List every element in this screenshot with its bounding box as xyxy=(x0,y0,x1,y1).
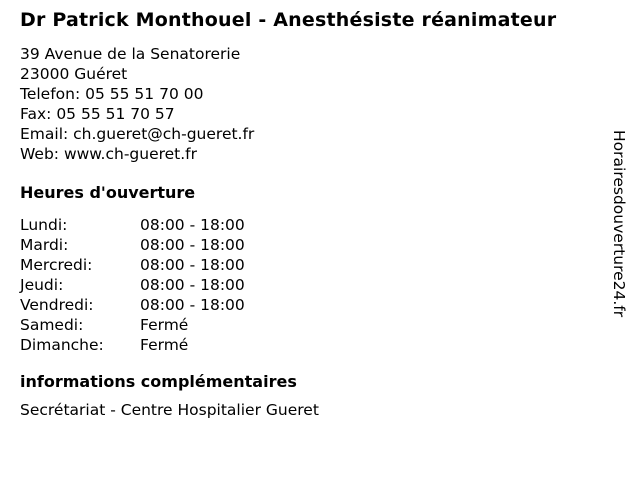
email-line: Email: ch.gueret@ch-gueret.fr xyxy=(20,125,255,143)
phone-line: Telefon: 05 55 51 70 00 xyxy=(20,85,204,103)
contact-block xyxy=(20,44,254,164)
page-title: Dr Patrick Monthouel - Anesthésiste réanimateur xyxy=(20,9,557,31)
website-line: Web: www.ch-gueret.fr xyxy=(20,145,198,163)
site-watermark-vertical: Horairesdouverture24.fr xyxy=(610,130,628,318)
additional-info-heading: informations complémentaires xyxy=(20,372,297,391)
day-label: Mercredi: xyxy=(20,256,93,274)
address-line-street: 39 Avenue de la Senatorerie xyxy=(20,45,241,63)
time-value: Fermé xyxy=(140,336,189,354)
opening-hours-heading: Heures d'ouverture xyxy=(20,183,196,202)
day-label: Lundi: xyxy=(20,216,68,234)
table-row-friday xyxy=(20,295,245,315)
table-row-wednesday xyxy=(20,255,245,275)
time-value: 08:00 - 18:00 xyxy=(140,236,245,254)
opening-hours-table xyxy=(20,215,245,355)
fax-line: Fax: 05 55 51 70 57 xyxy=(20,105,175,123)
day-label: Jeudi: xyxy=(20,276,64,294)
day-label: Vendredi: xyxy=(20,296,94,314)
table-row-tuesday xyxy=(20,235,245,255)
day-label: Dimanche: xyxy=(20,336,104,354)
table-row-monday xyxy=(20,215,245,235)
day-label: Samedi: xyxy=(20,316,84,334)
table-row-thursday xyxy=(20,275,245,295)
time-value: Fermé xyxy=(140,316,189,334)
time-value: 08:00 - 18:00 xyxy=(140,256,245,274)
additional-info-text: Secrétariat - Centre Hospitalier Gueret xyxy=(20,401,319,419)
table-row-sunday xyxy=(20,335,245,355)
time-value: 08:00 - 18:00 xyxy=(140,296,245,314)
time-value: 08:00 - 18:00 xyxy=(140,216,245,234)
address-line-city: 23000 Guéret xyxy=(20,65,128,83)
table-row-saturday xyxy=(20,315,245,335)
day-label: Mardi: xyxy=(20,236,69,254)
time-value: 08:00 - 18:00 xyxy=(140,276,245,294)
